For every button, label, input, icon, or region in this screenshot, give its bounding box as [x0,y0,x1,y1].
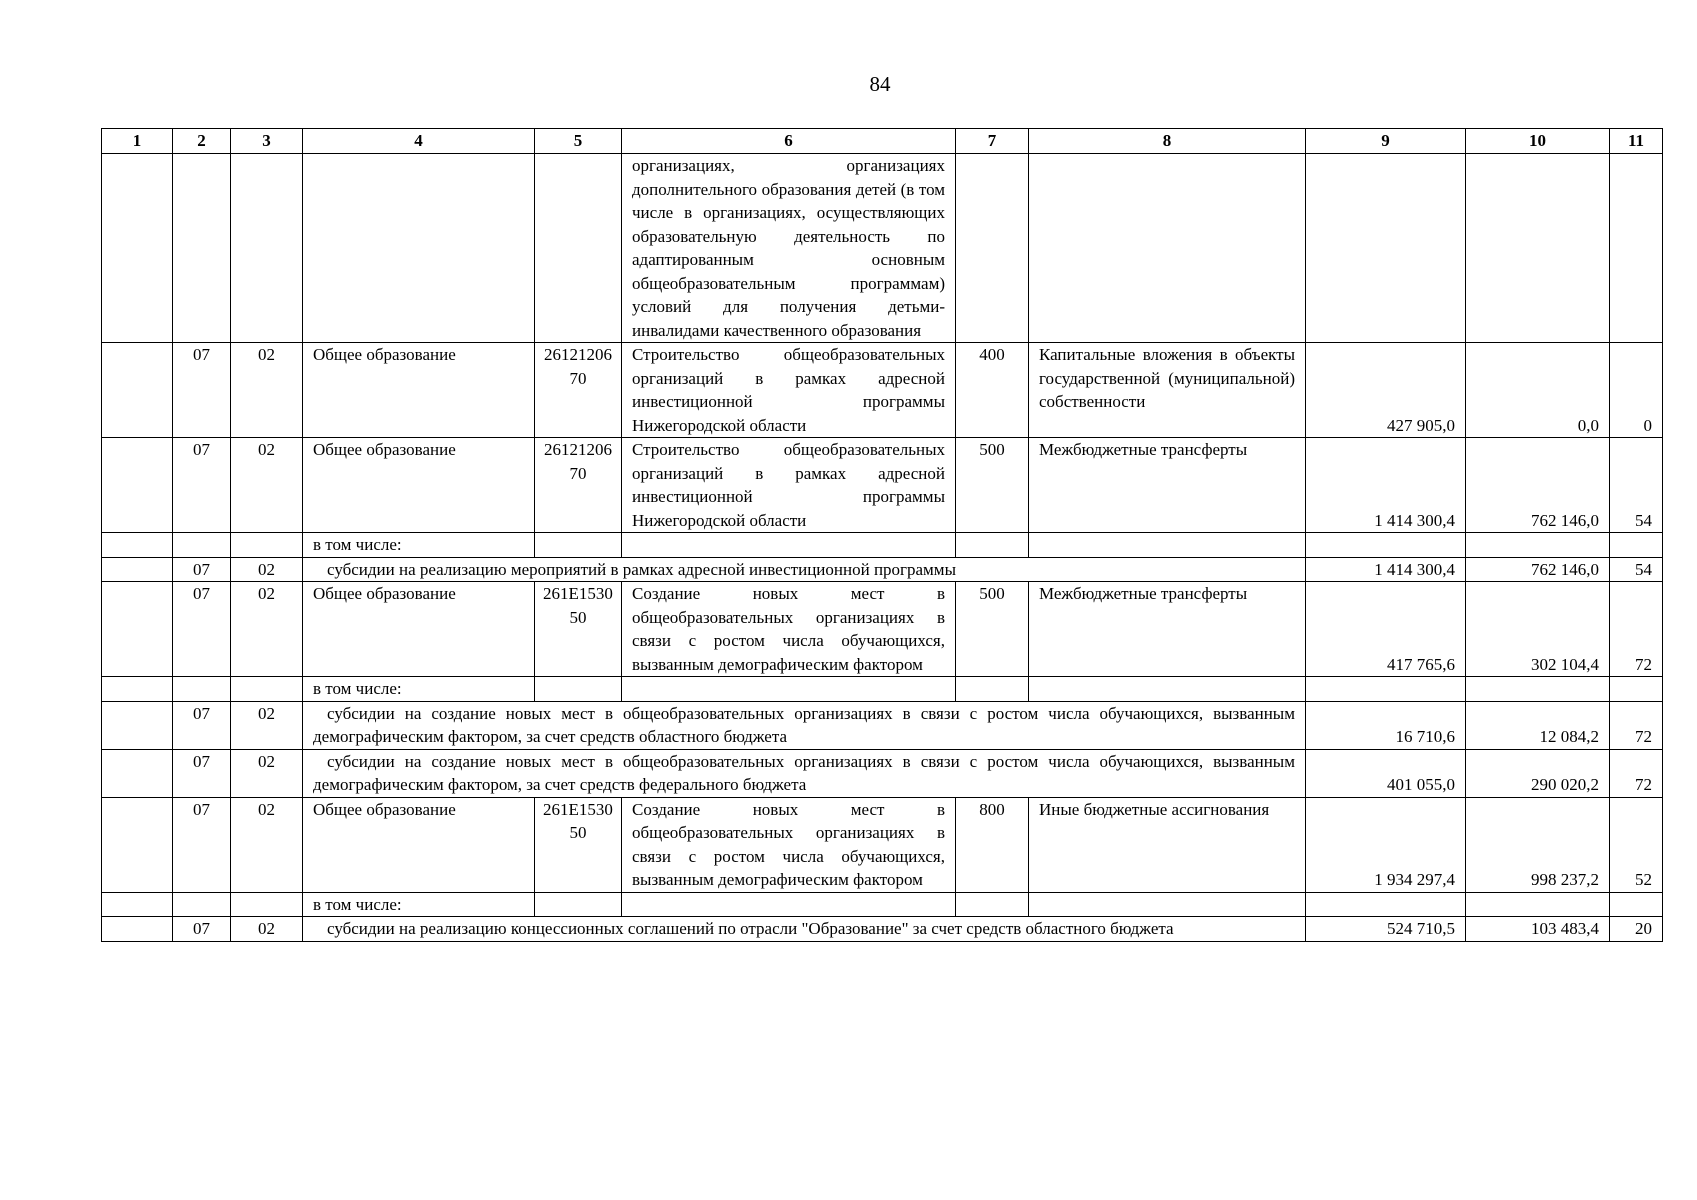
table-row [102,343,1663,438]
table-row [102,917,1663,942]
column-header: 8 [1029,129,1306,154]
expense-type-code: 400 [956,343,1029,438]
target-article-code: 261E153050 [535,582,622,677]
expense-type-code: 800 [956,797,1029,892]
target-article-code: 2612120670 [535,438,622,533]
column-header: 4 [303,129,535,154]
expense-type-name: Иные бюджетные ассигнования [1029,797,1306,892]
column-header: 2 [173,129,231,154]
percent-value: 0 [1610,343,1663,438]
plan-value: 427 905,0 [1306,343,1466,438]
section-code: 07 [173,582,231,677]
table-row [102,677,1663,702]
plan-value: 1 414 300,4 [1306,557,1466,582]
target-article-code: 261E153050 [535,797,622,892]
section-code: 07 [173,343,231,438]
table-row [102,797,1663,892]
expense-type-code: 500 [956,582,1029,677]
section-code: 07 [173,701,231,749]
expense-type-name: Межбюджетные трансферты [1029,438,1306,533]
actual-value: 302 104,4 [1466,582,1610,677]
column-header: 7 [956,129,1029,154]
plan-value: 1 934 297,4 [1306,797,1466,892]
subsection-code: 02 [231,438,303,533]
percent-value: 52 [1610,797,1663,892]
subsection-code: 02 [231,582,303,677]
percent-value: 72 [1610,582,1663,677]
subsection-code: 02 [231,343,303,438]
plan-value: 524 710,5 [1306,917,1466,942]
column-header: 11 [1610,129,1663,154]
percent-value: 72 [1610,749,1663,797]
subsection-code: 02 [231,749,303,797]
percent-value: 72 [1610,701,1663,749]
column-header: 5 [535,129,622,154]
section-code: 07 [173,749,231,797]
section-code: 07 [173,917,231,942]
including-label: в том числе: [303,892,535,917]
description-cell: Строительство общеобразовательных организаций в рамках адресной инвестиционной программы Нижегородской области [622,343,956,438]
table-row [102,701,1663,749]
subsection-name: Общее образование [303,343,535,438]
table-row [102,892,1663,917]
subsidy-description: субсидии на создание новых мест в общеобразовательных организациях в связи с ростом числа обучающихся, вызванным демографическим фактором, за счет средств федерального бюджета [303,749,1306,797]
including-label: в том числе: [303,677,535,702]
percent-value: 20 [1610,917,1663,942]
plan-value: 16 710,6 [1306,701,1466,749]
column-header: 9 [1306,129,1466,154]
column-header: 6 [622,129,956,154]
table-row [102,154,1663,343]
budget-table [101,128,1663,942]
description-cell: Строительство общеобразовательных организаций в рамках адресной инвестиционной программы Нижегородской области [622,438,956,533]
table-row [102,749,1663,797]
actual-value: 103 483,4 [1466,917,1610,942]
description-cell: организациях, организациях дополнительного образования детей (в том числе в организациях, осуществляющих образовательную деятельность по адаптированным основным общеобразовательным программам) условий для получения детьми-инвалидами качественного образования [622,154,956,343]
plan-value: 417 765,6 [1306,582,1466,677]
subsection-code: 02 [231,557,303,582]
header-row [102,129,1663,154]
page-number: 84 [869,72,891,96]
section-code: 07 [173,557,231,582]
subsection-code: 02 [231,917,303,942]
subsection-code: 02 [231,701,303,749]
actual-value: 0,0 [1466,343,1610,438]
percent-value: 54 [1610,557,1663,582]
actual-value: 762 146,0 [1466,438,1610,533]
table-row [102,533,1663,558]
column-header: 1 [102,129,173,154]
expense-type-name: Межбюджетные трансферты [1029,582,1306,677]
table-row [102,438,1663,533]
section-code: 07 [173,797,231,892]
target-article-code: 2612120670 [535,343,622,438]
actual-value: 762 146,0 [1466,557,1610,582]
table-row [102,582,1663,677]
actual-value: 290 020,2 [1466,749,1610,797]
subsection-code: 02 [231,797,303,892]
subsidy-description: субсидии на создание новых мест в общеобразовательных организациях в связи с ростом числа обучающихся, вызванным демографическим фактором, за счет средств областного бюджета [303,701,1306,749]
plan-value: 1 414 300,4 [1306,438,1466,533]
subsidy-description: субсидии на реализацию мероприятий в рамках адресной инвестиционной программы [303,557,1306,582]
actual-value: 998 237,2 [1466,797,1610,892]
column-header: 10 [1466,129,1610,154]
subsidy-description: субсидии на реализацию концессионных соглашений по отрасли "Образование" за счет средств областного бюджета [303,917,1306,942]
including-label: в том числе: [303,533,535,558]
description-cell: Создание новых мест в общеобразовательных организациях в связи с ростом числа обучающихся, вызванным демографическим фактором [622,797,956,892]
subsection-name: Общее образование [303,797,535,892]
expense-type-name: Капитальные вложения в объекты государственной (муниципальной) собственности [1029,343,1306,438]
table-row [102,557,1663,582]
subsection-name: Общее образование [303,438,535,533]
expense-type-code: 500 [956,438,1029,533]
actual-value: 12 084,2 [1466,701,1610,749]
percent-value: 54 [1610,438,1663,533]
section-code: 07 [173,438,231,533]
subsection-name: Общее образование [303,582,535,677]
description-cell: Создание новых мест в общеобразовательных организациях в связи с ростом числа обучающихся, вызванным демографическим фактором [622,582,956,677]
plan-value: 401 055,0 [1306,749,1466,797]
column-header: 3 [231,129,303,154]
